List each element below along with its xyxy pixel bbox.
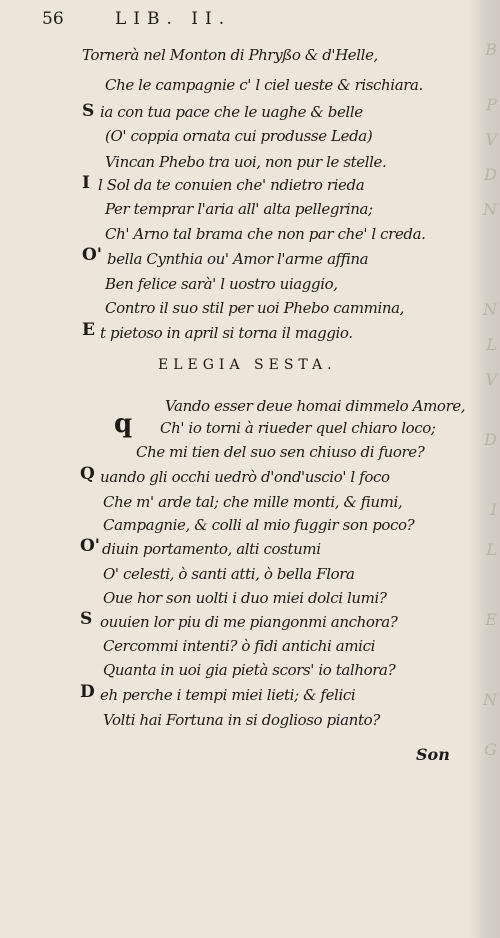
verse-line: Che mi tien del suo sen chiuso di fuore? — [136, 443, 425, 461]
verse-line: Per temprar l'aria all' alta pellegrina; — [105, 200, 373, 218]
verse-line: Vando esser deue homai dimmelo Amore, — [165, 397, 466, 415]
verse-line: Ch' io torni à riueder quel chiaro loco; — [160, 419, 436, 437]
initial-letter: I — [82, 173, 90, 193]
verse-line: Contro il suo stil per uoi Phebo cammina, — [105, 299, 405, 317]
verse-line: Che m' arde tal; che mille monti, & fiumi, — [103, 493, 403, 511]
page-number: 56 — [42, 9, 64, 29]
initial-letter: S — [82, 101, 95, 121]
verse-line: Quanta in uoi gia pietà scors' io talhora? — [103, 661, 396, 679]
verse-line: Cercommi intenti? ò fidi antichi amici — [103, 637, 375, 655]
verse-line: ouuien lor piu di me piangonmi anchora? — [100, 613, 398, 631]
verse-line: uando gli occhi uedrò d'ond'uscio' l foco — [100, 468, 390, 486]
verse-line: Volti hai Fortuna in si doglioso pianto? — [103, 711, 380, 729]
initial-letter: O' — [80, 536, 101, 556]
initial-letter: D — [80, 682, 95, 702]
verse-line: diuin portamento, alti costumi — [102, 540, 321, 558]
initial-letter: Q — [80, 464, 95, 484]
verse-line: O' celesti, ò santi atti, ò bella Flora — [103, 565, 355, 583]
drop-initial: q — [114, 409, 133, 439]
section-heading: ELEGIA SESTA. — [158, 357, 337, 373]
verse-line: Ch' Arno tal brama che non par che' l creda. — [105, 225, 426, 243]
catchword: Son — [416, 745, 450, 764]
verse-line: t pietoso in april si torna il maggio. — [100, 324, 353, 342]
verse-line: Tornerà nel Monton di Phryßo & d'Helle, — [82, 46, 378, 64]
initial-letter: S — [80, 609, 93, 629]
verse-line: ia con tua pace che le uaghe & belle — [100, 103, 363, 121]
verse-line: Che le campagnie c' l ciel ueste & rischiara. — [105, 76, 423, 94]
verse-line: (O' coppia ornata cui produsse Leda) — [105, 127, 373, 145]
running-head: LIB. II. — [115, 9, 232, 29]
verse-line: Campagnie, & colli al mio fuggir son poco? — [103, 516, 415, 534]
facing-page-bleed: B P V D N N L V D I L E N G — [468, 0, 500, 938]
verse-line: eh perche i tempi miei lieti; & felici — [100, 686, 356, 704]
verse-line: Oue hor son uolti i duo miei dolci lumi? — [103, 589, 387, 607]
verse-line: l Sol da te conuien che' ndietro rieda — [98, 176, 365, 194]
verse-line: bella Cynthia ou' Amor l'arme affina — [107, 250, 369, 268]
initial-letter: O' — [82, 245, 103, 265]
verse-line: Ben felice sarà' l uostro uiaggio, — [105, 275, 338, 293]
verse-line: Vincan Phebo tra uoi, non pur le stelle. — [105, 153, 387, 171]
initial-letter: E — [82, 320, 95, 340]
